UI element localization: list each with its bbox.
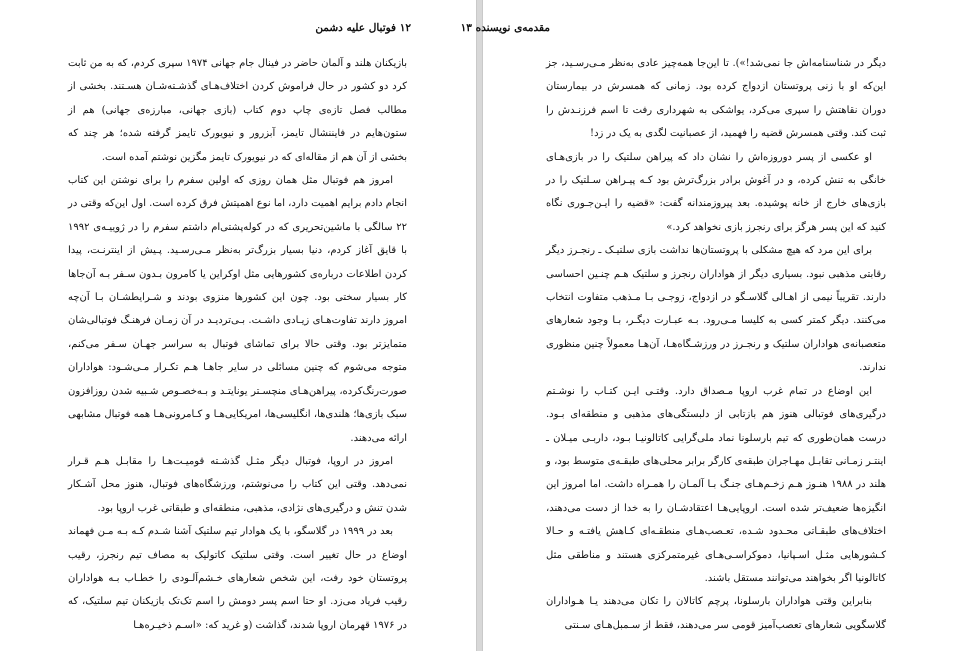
paragraph: برای این مرد که هیچ مشکلی با پروتستان‌ها نداشت بازی سلتیـک ـ رنجـرز دیگر رقابتی مذهبی نبود. بسیاری دیگر از هواداران رنجرز و سلتیک هـم چنـین احساسی دارند. تقریباً نیمی از اهـالی گلاسـگو در ازدواج، زوجـی بـا مـذهب متفاوت انتخاب می‌کنند. دیگر کمتر کسی به کلیسا مـی‌رود. بـه عبـارت دیگـر، بـا وجود شعارهای متعصبانه‌ی هواداران سلتیک و رنجـرز در ورزشـگاه‌هـا، آن‌هـا معمولاً چنین منظوری ندارند. [546,245,886,374]
right-page-body [546,52,886,637]
paragraph: بعد در ۱۹۹۹ در گلاسگو، با یک هوادار تیم سلتیک آشنا شـدم کـه بـه مـن فهماند اوضاع در حال تغییر است. وقتی سلتیک کاتولیک به مصاف تیم رنجرز، رقیب پروتستان خود رفت، این شخص شعارهای خـشم‌آلـودی را خطـاب بـه هواداران رقیب فریاد می‌زد. او حتا اسم پسر دومش را اسم تک‌تک بازیکنان تیم سلتیک، که در ۱۹۷۶ قهرمان اروپا شدند، گذاشت (و غرید که: «اسـم ذخیـره‌هـا [68,526,407,631]
paragraph: بازیکنان هلند و آلمان حاضر در فینال جام جهانی ۱۹۷۴ سپری کردم، که به من ثابت کرد دو کشور در حال فراموش کردن اختلاف‌هـای گذشـته‌شـان هسـتند. بخشی از مطالب فصل تازه‌ی چاپ دوم کتاب (بازی جهانی، مبارزه‌ی جهانی) هم از ستون‌هایم در فایننشال تایمز، آبزرور و نیویورک تایمز گرفته شده؛ هر چند که بخشی از آن هم از مقاله‌ای که در نیویورک تایمز مگزین نوشتم آمده است. [68,58,407,163]
paragraph: امروز در اروپا، فوتبال دیگر مثـل گذشـته قومیـت‌هـا را مقابـل هـم قـرار نمی‌دهد. وقتی این کتاب را می‌نوشتم، ورزشگاه‌های فوتبال، هنوز محل آشـکار شدن تنش و درگیری‌های نژادی، مذهبی، منطقه‌ای و طبقاتی غرب اروپا بود. [68,455,407,514]
paragraph: بنابراین وقتی هواداران بارسلونا، پرچم کاتالان را تکان می‌دهند یـا هـواداران گلاسگویی شعارهای تعصب‌آمیز قومی سر می‌دهند، فقط از سـمبل‌هـای سـنتی [546,596,886,631]
left-page [0,0,477,651]
left-page-body [68,52,407,637]
right-page-header: مقدمه‌ی نویسنده ۱۳ [460,22,550,34]
paragraph: این اوضاع در تمام غرب اروپا مـصداق دارد. وقتـی ایـن کتـاب را نوشـتم درگیری‌های فوتبالی هنوز هم بازتابی از دلبستگی‌های مذهبی و منطقه‌ای بـود. درست همان‌طوری که تیم بارسلونا نماد ملی‌گرایی کاتالونیـا بـود، داربـی میـلان ـ اینتـر زمـانی تقابـل مهـاجران طبقه‌ی کارگر برابر محلی‌های طبقـه‌ی متوسط بود، و هلند در ۱۹۸۸ هنـوز هـم زخـم‌هـای جنـگ بـا آلمـان را همـراه داشت. اما امروز این انگیزه‌ها ضعیف‌تر شده است. اروپایی‌هـا اعتقادشـان را به خدا از دست می‌دهند، اختلاف‌های طبقـاتی محـدود شـده، تعـصب‌هـای منطقـه‌ای کـاهش یافتـه و حـالا کـشورهایی مثـل اسـپانیا، دموکراسـی‌هـای غیرمتمرکزی هستند و مناطقی مثل کاتالونیا اگر بخواهند می‌توانند مستقل باشند. [546,385,887,584]
paragraph: امروز هم فوتبال مثل همان روزی که اولین سفرم را برای نوشتن این کتاب انجام دادم برایم اهمیت دارد، اما نوع اهمیتش فرق کرده است. اول این‌که وقتی در ۲۲ سالگی با ماشین‌تحریری که در کوله‌پشتی‌ام داشتم سفرم را در ژوییـه‌ی ۱۹۹۲ با قایق آغاز کردم، دنیا بسیار بزرگ‌تر به‌نظر مـی‌رسـید. پـیش از اینترنـت، پیدا کردن اطلاعات درباره‌ی کشورهایی مثل اوکراین یا کامرون بـدون سـفر بـه آن‌جاها کار بسیار سختی بود. چون این کشورها منزوی بودند و شـرایطشـان بـا آن‌چه امروز دارند تفاوت‌هـای زیـادی داشـت. بـی‌تردیـد در آن زمـان فرهنـگ فوتبالی‌شان متمایزتر بود. وقتی حالا برای تماشای فوتبال به سراسر جهـان سـفر می‌کنم، متوجه می‌شوم که چنین مسائلی در سایر جاهـا هـم تکـرار مـی‌شـود: هواداران صورت‌رنگ‌کرده، پیراهن‌هـای منچسـتر یونایتـد و بـه‌خصـوص شـبیه شدن روزافزون سبک بازی‌ها؛ هلندی‌ها، انگلیسی‌ها، امریکایی‌هـا و کـامرونی‌هـا همه فوتبال مشابهی ارائه می‌دهند. [68,175,407,444]
left-page-header: ۱۲ فوتبال علیه دشمن [315,22,411,34]
paragraph: او عکسی از پسر دوروزه‌اش را نشان داد که پیراهن سلتیک را در بازی‌هـای خانگی به تنش کرده، و در آغوش برادر بزرگ‌ترش بود کـه پیـراهن سـلتیک را در بازی‌های خارج از خانه پوشیده. بعد پیروزمندانه گفت: «قضیه را ایـن‌جـوری نگاه کنید که این پسر هرگز برای رنجرز بازی نخواهد کرد.» [546,151,886,233]
right-page [460,0,957,651]
paragraph: دیگر در شناسنامه‌اش جا نمی‌شد!»). تا این‌جا همه‌چیز عادی به‌نظر مـی‌رسـید، جز این‌که او با زنی پروتستان ازدواج کرده بود. زمانی که همسرش در بیمارستان دوران نقاهتش را سپری می‌کرد، یواشکی به شهرداری رفت تا اسم فرزنـدش را ثبت کند. وقتی همسرش قضیه را فهمید، از عصبانیت لگدی به یک در زد! [546,58,886,140]
